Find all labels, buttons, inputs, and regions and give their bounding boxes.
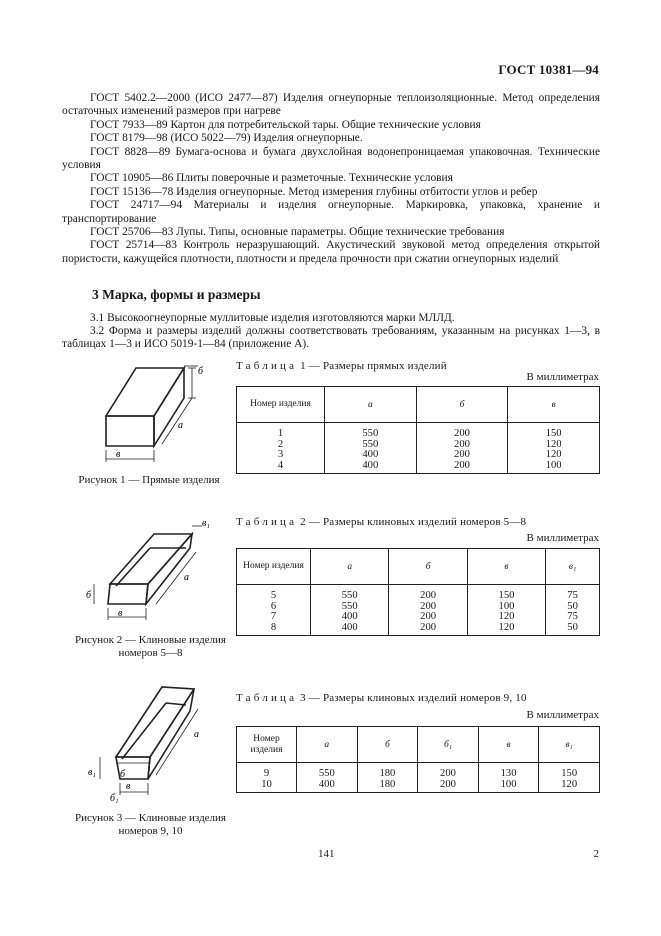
section-title: 3 Марка, формы и размеры (92, 287, 261, 302)
table-row (237, 623, 600, 636)
figure-3-caption: Рисунок 3 — Клиновые изделия номеров 9, 10 (75, 812, 226, 837)
cell: 8 (237, 623, 311, 636)
table-1 (236, 386, 600, 474)
cell: 400 (311, 612, 389, 623)
header-cell: а (297, 727, 358, 763)
table-row (237, 423, 600, 440)
reference-item: ГОСТ 24717—94 Материалы и изделия огнеупорные. Маркировка, упаковка, хранение и транспортирование (62, 199, 600, 225)
header-cell: б (389, 549, 467, 585)
page-number-right: 2 (593, 848, 599, 860)
reference-item: ГОСТ 25714—83 Контроль неразрушающий. Акустический звуковой метод определения открытой пористости, кажущейся плотности, плотности и предела прочности при сжатии огнеупорных изделий (62, 239, 600, 265)
figure-3-wedge-brick (82, 675, 222, 805)
paragraph-3-2: 3.2 Форма и размеры изделий должны соответствовать требованиям, указанным на рисунках 1—3, в таблицах 1—3 и ИСО 5019-1—84 (приложение А). (62, 325, 600, 351)
reference-item: ГОСТ 10905—86 Плиты поверочные и разметочные. Технические условия (90, 172, 453, 185)
figure-2-caption: Рисунок 2 — Клиновые изделия номеров 5—8 (75, 634, 226, 659)
cell: 200 (389, 602, 467, 613)
table-3 (236, 726, 600, 793)
straight-brick-drawing (92, 358, 222, 468)
figure-1-caption: Рисунок 1 — Прямые изделия (78, 474, 220, 486)
cell: 3 (237, 450, 325, 461)
table-label: Таблица (236, 360, 298, 372)
cell: 5 (237, 585, 311, 602)
cell: 200 (418, 763, 479, 780)
dim-label-b1: б₁ (110, 793, 119, 804)
cell: 2 (237, 440, 325, 451)
table-2 (236, 548, 600, 636)
wedge-brick-drawing-5-8 (84, 512, 224, 630)
cell: 150 (467, 585, 545, 602)
reference-item: ГОСТ 8179—98 (ИСО 5022—79) Изделия огнеупорные. (90, 132, 363, 145)
table-label: Таблица (236, 692, 298, 704)
table-row (237, 585, 600, 602)
table-3-caption (236, 692, 527, 704)
cell: 7 (237, 612, 311, 623)
cell: 200 (389, 612, 467, 623)
cell: 550 (311, 585, 389, 602)
figure-2-wedge-brick (84, 512, 224, 630)
cell: 150 (539, 763, 600, 780)
paragraph-3-1: 3.1 Высокоогнеупорные муллитовые изделия изготовляются марки МЛЛД. (90, 312, 455, 324)
cell: 550 (325, 423, 417, 440)
table-row (237, 780, 600, 793)
cell: 200 (416, 423, 508, 440)
dim-label-b: б (198, 366, 204, 377)
table-1-title: 1 — Размеры прямых изделий (300, 360, 447, 372)
cell: 9 (237, 763, 297, 780)
table-2-title: 2 — Размеры клиновых изделий номеров 5—8 (300, 516, 527, 528)
header-cell: в₁ (546, 549, 600, 585)
table-row (237, 763, 600, 780)
cell: 200 (416, 461, 508, 474)
table-header-row (237, 387, 600, 423)
figure-1-straight-brick (92, 358, 222, 468)
cell: 120 (508, 440, 600, 451)
table-3-unit: В миллиметрах (526, 709, 599, 721)
cell: 400 (325, 461, 417, 474)
dim-label-v: в (116, 449, 121, 460)
cell: 550 (325, 440, 417, 451)
header-cell: Номер изделия (237, 549, 311, 585)
header-cell: Номер изделия (237, 727, 297, 763)
cell: 150 (508, 423, 600, 440)
header-cell: б (357, 727, 418, 763)
header-cell: в (467, 549, 545, 585)
cell: 180 (357, 780, 418, 793)
cell: 50 (546, 602, 600, 613)
table-row (237, 461, 600, 474)
cell: 10 (237, 780, 297, 793)
dim-label-a: а (184, 572, 189, 583)
table-header-row (237, 549, 600, 585)
reference-item: ГОСТ 15136—78 Изделия огнеупорные. Метод измерения глубины отбитости углов и ребер (90, 185, 538, 198)
header-cell: Номер изделия (237, 387, 325, 423)
cell: 1 (237, 423, 325, 440)
dim-label-v: в (118, 608, 123, 619)
cell: 100 (508, 461, 600, 474)
cell: 6 (237, 602, 311, 613)
cell: 4 (237, 461, 325, 474)
cell: 400 (297, 780, 358, 793)
cell: 100 (467, 602, 545, 613)
header-cell: а (325, 387, 417, 423)
cell: 120 (467, 623, 545, 636)
cell: 120 (508, 450, 600, 461)
table-2-unit: В миллиметрах (526, 532, 599, 544)
reference-item: ГОСТ 7933—89 Картон для потребительской тары. Общие технические условия (90, 118, 481, 131)
cell: 200 (418, 780, 479, 793)
cell: 550 (297, 763, 358, 780)
wedge-brick-drawing-9-10 (82, 675, 222, 805)
header-cell: в (478, 727, 539, 763)
dim-label-b: б (86, 590, 92, 601)
dim-label-a: а (178, 420, 183, 431)
table-2-caption (236, 516, 526, 528)
reference-item: ГОСТ 5402.2—2000 (ИСО 2477—87) Изделия огнеупорные теплоизоляционные. Метод определения остаточных изменений размеров при нагреве (62, 92, 600, 118)
table-row (237, 612, 600, 623)
cell: 75 (546, 612, 600, 623)
cell: 550 (311, 602, 389, 613)
header-cell: в (508, 387, 600, 423)
dim-label-b: б (120, 769, 126, 780)
cell: 180 (357, 763, 418, 780)
cell: 400 (311, 623, 389, 636)
table-label: Таблица (236, 516, 298, 528)
cell: 130 (478, 763, 539, 780)
cell: 200 (389, 585, 467, 602)
table-3-title: 3 — Размеры клиновых изделий номеров 9, 10 (300, 692, 527, 704)
table-1-caption (236, 360, 447, 372)
reference-item: ГОСТ 8828—89 Бумага-основа и бумага двухслойная водонепроницаемая упаковочная. Технические условия (62, 145, 600, 172)
cell: 120 (539, 780, 600, 793)
cell: 200 (416, 440, 508, 451)
dim-label-a: а (194, 729, 199, 740)
table-1-unit: В миллиметрах (526, 371, 599, 383)
cell: 100 (478, 780, 539, 793)
header-cell: б (416, 387, 508, 423)
references-list (62, 92, 600, 266)
page-number-center: 141 (318, 848, 335, 860)
cell: 200 (416, 450, 508, 461)
document-header: ГОСТ 10381—94 (498, 62, 599, 77)
dim-label-v1: в₁ (202, 518, 210, 529)
table-header-row (237, 727, 600, 763)
cell: 75 (546, 585, 600, 602)
header-cell: а (311, 549, 389, 585)
header-cell: в₁ (539, 727, 600, 763)
cell: 120 (467, 612, 545, 623)
dim-label-v1: в₁ (88, 767, 96, 778)
dim-label-v: в (126, 781, 131, 792)
cell: 200 (389, 623, 467, 636)
table-row (237, 602, 600, 613)
header-cell: б₁ (418, 727, 479, 763)
cell: 400 (325, 450, 417, 461)
reference-item: ГОСТ 25706—83 Лупы. Типы, основные параметры. Общие технические требования (90, 226, 505, 239)
cell: 50 (546, 623, 600, 636)
